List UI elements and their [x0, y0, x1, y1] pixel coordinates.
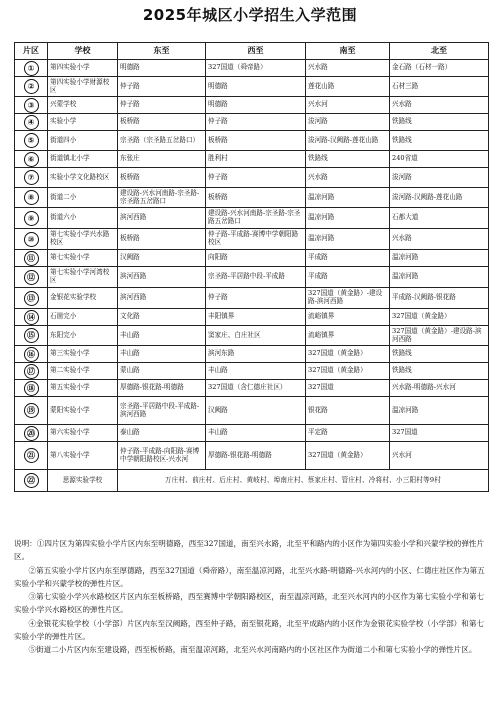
enrollment-table	[14, 42, 489, 492]
south-boundary: 流峪镇界	[306, 326, 390, 346]
south-boundary: 莲花山路	[306, 77, 390, 97]
north-boundary: 327国道（黄金路）	[390, 309, 489, 326]
table-row	[15, 60, 489, 77]
district-number	[15, 425, 48, 442]
east-boundary: 仲子路	[118, 77, 206, 97]
east-boundary: 厚德路-银花路-明德路	[118, 380, 206, 397]
west-boundary: 明德路	[206, 97, 306, 114]
north-boundary: 兴水路	[390, 97, 489, 114]
district-number	[15, 250, 48, 267]
south-boundary: 兴水路	[306, 60, 390, 77]
east-boundary: 滨河西路	[118, 288, 206, 309]
school-name: 街道二小	[48, 188, 118, 208]
north-boundary: 平成路-汉阙路-银花路	[390, 288, 489, 309]
table-row	[15, 326, 489, 346]
school-name: 实验小学文化路校区	[48, 168, 118, 188]
south-boundary: 327国道（黄金路）	[306, 346, 390, 363]
school-name: 第二实验小学	[48, 363, 118, 380]
east-boundary: 仲子路-平成路-向阳路-赛博中学朝阳路校区-兴水河	[118, 442, 206, 470]
west-boundary: 滨河东路	[206, 346, 306, 363]
table-row	[15, 97, 489, 114]
north-boundary: 327国道	[390, 425, 489, 442]
district-badge: ⑦	[24, 170, 39, 185]
west-boundary: 窦家庄、白庄社区	[206, 326, 306, 346]
district-badge: ⑲	[24, 403, 39, 418]
table-row	[15, 346, 489, 363]
south-boundary: 流峪镇界	[306, 309, 390, 326]
district-badge: ㉑	[24, 448, 39, 463]
south-boundary: 327国道（黄金路）	[306, 442, 390, 470]
district-badge: ③	[24, 98, 39, 113]
table-row	[15, 151, 489, 168]
district-badge: ㉒	[24, 473, 39, 488]
note-5: ⑤街道二小片区内东至建设路，西至板桥路，南至温凉河路，北至兴水河南路内的小区社区作为街道二小和第七实验小学的弹性片区。	[28, 645, 477, 655]
school-name: 街道四小	[48, 131, 118, 151]
west-boundary: 明德路	[206, 77, 306, 97]
table-row	[15, 131, 489, 151]
west-boundary: 仲子路	[206, 114, 306, 131]
south-boundary: 327国道	[306, 380, 390, 397]
school-name: 兴蒙学校	[48, 97, 118, 114]
north-boundary: 金石路（石材一路）	[390, 60, 489, 77]
district-badge: ⑱	[24, 381, 39, 396]
south-boundary: 温凉河路	[306, 208, 390, 229]
district-badge: ⑯	[24, 347, 39, 362]
north-boundary: 温凉河路	[390, 267, 489, 288]
east-boundary: 板桥路	[118, 168, 206, 188]
school-name: 街道镇北小学	[48, 151, 118, 168]
district-number	[15, 288, 48, 309]
district-number	[15, 151, 48, 168]
district-badge: ⑰	[24, 364, 39, 379]
header-east: 东至	[118, 43, 206, 60]
east-boundary: 东张庄	[118, 151, 206, 168]
north-boundary: 石都大道	[390, 208, 489, 229]
north-boundary: 温凉河路	[390, 250, 489, 267]
note-3: ③第七实验小学兴水路校区片区内东至板桥路，西至赛博中学朝阳路校区，南至温凉河路，北至兴水河内的小区作为第七实验小学和第七实验小学兴水路校区的弹性片区。	[14, 592, 485, 615]
south-boundary: 327国道（黄金路）-建设路-滨河西路	[306, 288, 390, 309]
south-boundary: 银花路	[306, 397, 390, 425]
district-badge: ②	[24, 79, 39, 94]
table-row	[15, 380, 489, 397]
school-name: 第三实验小学	[48, 346, 118, 363]
east-boundary: 仲子路	[118, 97, 206, 114]
district-number	[15, 346, 48, 363]
district-badge: ⑳	[24, 426, 39, 441]
north-boundary: 铁路线	[390, 363, 489, 380]
east-boundary: 板桥路	[118, 229, 206, 250]
school-name: 第七实验小学	[48, 250, 118, 267]
east-boundary: 丰山路	[118, 346, 206, 363]
school-name: 第八实验小学	[48, 442, 118, 470]
district-number	[15, 131, 48, 151]
district-number	[15, 168, 48, 188]
south-boundary: 兴水河	[306, 97, 390, 114]
north-boundary: 327国道（黄金路）-建设路-滨河西路	[390, 326, 489, 346]
school-name: 第七实验小学兴水路校区	[48, 229, 118, 250]
table-row	[15, 188, 489, 208]
header-north: 北至	[390, 43, 489, 60]
district-number	[15, 229, 48, 250]
district-badge: ⑥	[24, 152, 39, 167]
school-name: 石崮完小	[48, 309, 118, 326]
school-name: 金银花实验学校	[48, 288, 118, 309]
note-4: ④金银花实验学校（小学部）片区内东至汉阙路，西至仲子路，南至银花路，北至平成路内的小区作为金银花实验学校（小学部）和第七实验小学的弹性片区。	[14, 618, 485, 642]
west-boundary: 丰山路	[206, 425, 306, 442]
district-badge: ⑧	[24, 190, 39, 205]
west-boundary: 丰山路	[206, 363, 306, 380]
district-badge: ④	[24, 115, 39, 130]
south-boundary: 铁路线	[306, 151, 390, 168]
district-number	[15, 326, 48, 346]
west-boundary: 向阳路	[206, 250, 306, 267]
west-boundary: 327国道（含仁德庄社区）	[206, 380, 306, 397]
east-boundary: 蒙山路	[118, 363, 206, 380]
table-row	[15, 168, 489, 188]
district-badge: ⑤	[24, 133, 39, 148]
west-boundary: 板桥路	[206, 188, 306, 208]
school-name: 思源实验学校	[48, 470, 118, 492]
villages-list: 万庄村、前庄村、后庄村、黄岐村、埠南庄村、蔡家庄村、管庄村、冷将村、小三阳村等9村	[118, 470, 489, 492]
east-boundary: 明德路	[118, 60, 206, 77]
west-boundary: 厚德路-银花路-明德路	[206, 442, 306, 470]
district-number	[15, 267, 48, 288]
district-number	[15, 363, 48, 380]
east-boundary: 宗圣路（宗圣路五岔路口）	[118, 131, 206, 151]
south-boundary: 温凉河路	[306, 188, 390, 208]
table-row	[15, 442, 489, 470]
district-number	[15, 60, 48, 77]
school-name: 第四实验小学财源校区	[48, 77, 118, 97]
north-boundary: 兴水路	[390, 229, 489, 250]
north-boundary: 铁路线	[390, 131, 489, 151]
west-boundary: 胜利村	[206, 151, 306, 168]
header-west: 西至	[206, 43, 306, 60]
table-row	[15, 397, 489, 425]
school-name: 东阳完小	[48, 326, 118, 346]
table-row	[15, 267, 489, 288]
west-boundary: 板桥路	[206, 131, 306, 151]
east-boundary: 丰山路	[118, 326, 206, 346]
district-number	[15, 77, 48, 97]
east-boundary: 滨河西路	[118, 267, 206, 288]
north-boundary: 温凉河路	[390, 397, 489, 425]
district-badge: ⑬	[24, 291, 39, 306]
table-row	[15, 309, 489, 326]
west-boundary: 建设路-兴水河南路-宗圣路-宗圣路五岔路口	[206, 208, 306, 229]
west-boundary: 327国道（舜帝路）	[206, 60, 306, 77]
school-name: 实验小学	[48, 114, 118, 131]
east-boundary: 板桥路	[118, 114, 206, 131]
table-body	[15, 60, 489, 470]
north-boundary: 浚河路-汉阙路-莲花山路	[390, 188, 489, 208]
south-boundary: 平成路	[306, 267, 390, 288]
district-number	[15, 442, 48, 470]
school-name: 街道六小	[48, 208, 118, 229]
district-badge: ⑩	[24, 232, 39, 247]
district-badge: ⑮	[24, 328, 39, 343]
table-row	[15, 208, 489, 229]
south-boundary: 平定路	[306, 425, 390, 442]
east-boundary: 汉阙路	[118, 250, 206, 267]
north-boundary: 兴水路-明德路-兴水河	[390, 380, 489, 397]
district-number	[15, 397, 48, 425]
north-boundary: 铁路线	[390, 114, 489, 131]
table-row	[15, 77, 489, 97]
east-boundary: 泰山路	[118, 425, 206, 442]
north-boundary: 240省道	[390, 151, 489, 168]
district-number	[15, 309, 48, 326]
district-number	[15, 470, 48, 492]
west-boundary: 仲子路	[206, 288, 306, 309]
district-badge: ⑭	[24, 310, 39, 325]
west-boundary: 仲子路-平成路-赛博中学朝阳路校区	[206, 229, 306, 250]
west-boundary: 丰阳镇界	[206, 309, 306, 326]
district-badge: ⑨	[24, 211, 39, 226]
header-south: 南至	[306, 43, 390, 60]
school-name: 第五实验小学	[48, 380, 118, 397]
note-2: ②第五实验小学片区内东至厚德路，西至327国道（舜帝路），南至温凉河路，北至兴水路-明德路-兴水河内的小区、仁德庄社区作为第五实验小学和兴蒙学校的弹性片区。	[14, 565, 485, 588]
district-number	[15, 97, 48, 114]
school-name: 第六实验小学	[48, 425, 118, 442]
district-number	[15, 188, 48, 208]
header-school: 学校	[48, 43, 118, 60]
south-boundary: 327国道（黄金路）	[306, 363, 390, 380]
district-number	[15, 208, 48, 229]
table-row	[15, 229, 489, 250]
district-badge: ⑫	[24, 270, 39, 285]
school-name: 第七实验小学河湾校区	[48, 267, 118, 288]
east-boundary: 宗圣路-平居路中段-平成路-滨河西路	[118, 397, 206, 425]
district-badge: ①	[24, 61, 39, 76]
table-row	[15, 288, 489, 309]
table-header-row	[15, 43, 489, 60]
district-badge: ⑪	[24, 251, 39, 266]
note-1: 说明：①四片区为第四实验小学片区内东至明德路，西至327国道，南至兴水路，北至平和路内的小区作为第四实验小学和兴蒙学校的弹性片区。	[14, 539, 485, 562]
north-boundary: 浚河路	[390, 168, 489, 188]
school-name: 第四实验小学	[48, 60, 118, 77]
table-row	[15, 114, 489, 131]
south-boundary: 平成路	[306, 250, 390, 267]
south-boundary: 浚河路	[306, 114, 390, 131]
west-boundary: 仲子路	[206, 168, 306, 188]
district-number	[15, 380, 48, 397]
east-boundary: 建设路-兴水河南路-宗圣路-宗圣路五岔路口	[118, 188, 206, 208]
east-boundary: 滨河西路	[118, 208, 206, 229]
west-boundary: 汉阙路	[206, 397, 306, 425]
west-boundary: 宗圣路-平居路中段-平成路	[206, 267, 306, 288]
table-row	[15, 250, 489, 267]
district-number	[15, 114, 48, 131]
table-row-last	[15, 470, 489, 492]
north-boundary: 石材三路	[390, 77, 489, 97]
south-boundary: 兴水路	[306, 168, 390, 188]
table-row	[15, 425, 489, 442]
north-boundary: 兴水河	[390, 442, 489, 470]
south-boundary: 温凉河路	[306, 229, 390, 250]
page-title: 2025年城区小学招生入学范围	[142, 6, 358, 24]
table-row	[15, 363, 489, 380]
school-name: 蒙阳实验小学	[48, 397, 118, 425]
notes-section	[14, 537, 488, 657]
south-boundary: 浚河路-汉阙路-莲花山路	[306, 131, 390, 151]
east-boundary: 文化路	[118, 309, 206, 326]
header-district: 片区	[15, 43, 48, 60]
north-boundary: 铁路线	[390, 346, 489, 363]
